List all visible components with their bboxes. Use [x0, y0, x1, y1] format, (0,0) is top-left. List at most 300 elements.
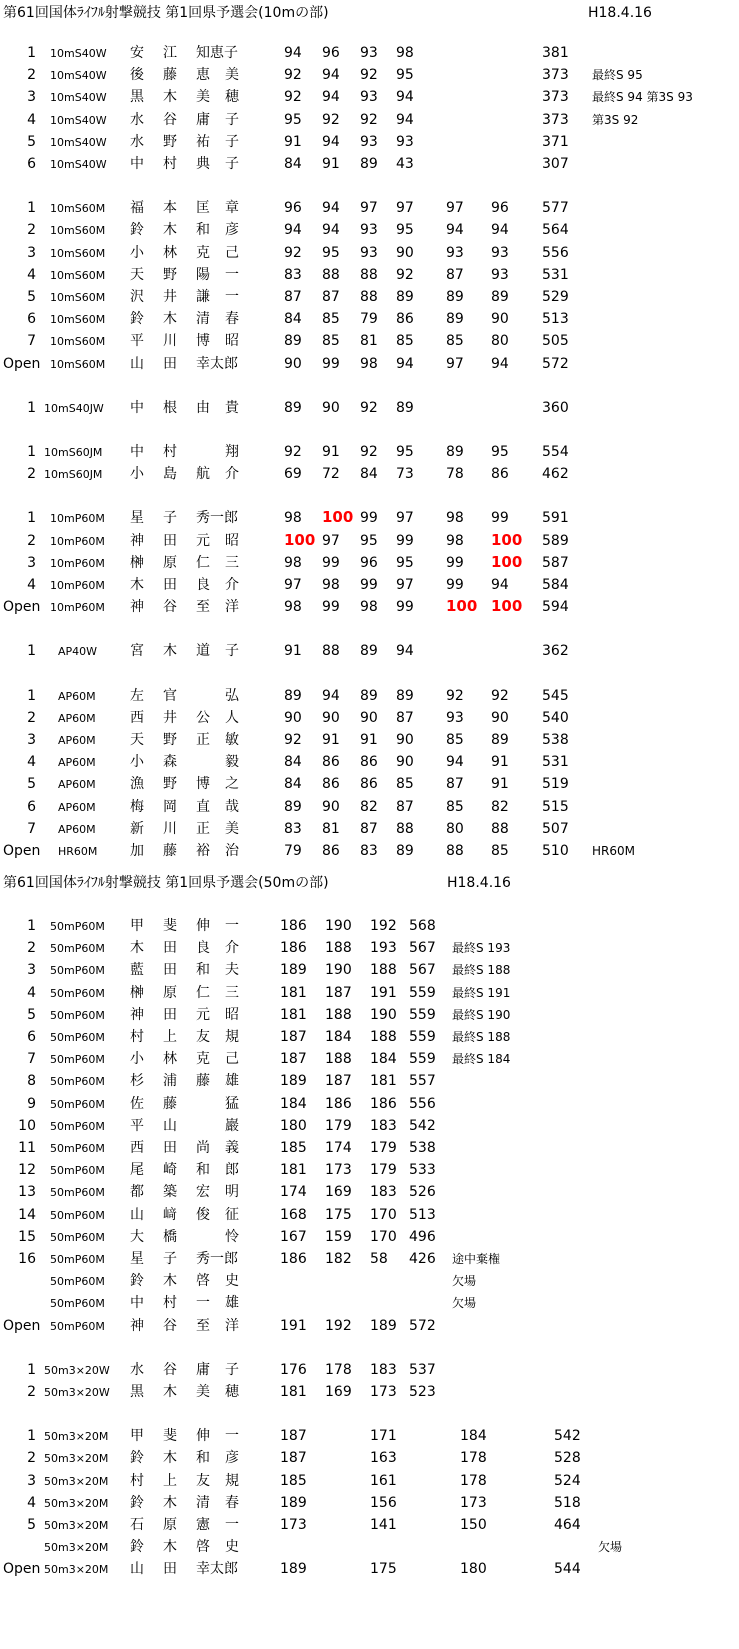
rank-cell: 2: [27, 533, 36, 549]
score-cell: 81: [322, 821, 340, 837]
name-char: 謙: [196, 289, 210, 305]
event-cell: 50mP60M: [50, 1186, 105, 1199]
score-cell: 91: [322, 732, 340, 748]
score-cell: 189: [370, 1318, 397, 1334]
event-cell: 50mP60M: [50, 1275, 105, 1288]
event-cell: 50mP60M: [50, 1031, 105, 1044]
name-char: 秀一郎: [196, 510, 238, 526]
name-char: 小: [130, 754, 144, 770]
name-char: 後: [130, 67, 144, 83]
rank-cell: 1: [27, 1428, 36, 1444]
event-cell: 10mS60M: [50, 335, 106, 348]
name-char: 庸: [196, 112, 210, 128]
score-cell: 99: [322, 599, 340, 615]
rank-cell: 4: [27, 985, 36, 1001]
score-cell: 190: [370, 1007, 397, 1023]
event-cell: 10mP60M: [50, 557, 105, 570]
score-cell: 94: [322, 134, 340, 150]
name-char: 中: [130, 1295, 144, 1311]
name-char: 彦: [225, 1450, 239, 1466]
rank-cell: 2: [27, 710, 36, 726]
score-cell: 92: [284, 67, 302, 83]
event-cell: 50mP60M: [50, 1075, 105, 1088]
name-char: 福: [130, 200, 144, 216]
name-char: 江: [163, 45, 177, 61]
name-char: 野: [163, 776, 177, 792]
name-char: 陽: [196, 267, 210, 283]
score-cell: 96: [322, 45, 340, 61]
event-cell: 10mS40W: [50, 91, 107, 104]
score-cell: 187: [280, 1428, 307, 1444]
score-cell: 190: [325, 918, 352, 934]
name-char: 杉: [130, 1073, 144, 1089]
score-cell: 92: [360, 400, 378, 416]
event-cell: 50mP60M: [50, 1098, 105, 1111]
score-cell: 185: [280, 1473, 307, 1489]
name-char: 﨑: [163, 1207, 177, 1223]
total-cell: 568: [409, 918, 436, 934]
name-char: 岡: [163, 799, 177, 815]
name-char: 祐: [196, 134, 210, 150]
score-cell: 181: [280, 1007, 307, 1023]
score-cell: 89: [396, 688, 414, 704]
name-char: 井: [163, 710, 177, 726]
event-cell: HR60M: [58, 845, 98, 858]
name-char: 小: [130, 245, 144, 261]
name-char: 黒: [130, 1384, 144, 1400]
name-char: 谷: [163, 1362, 177, 1378]
event-cell: AP40W: [58, 645, 98, 658]
name-char: 哉: [225, 799, 239, 815]
score-cell: 94: [446, 754, 464, 770]
section-title: 第61回国体ﾗｲﾌﾙ射撃競技 第1回県予選会(10mの部): [3, 5, 329, 21]
name-char: 水: [130, 1362, 144, 1378]
event-cell: AP60M: [58, 712, 96, 725]
rank-cell: 2: [27, 1384, 36, 1400]
name-char: 己: [225, 245, 239, 261]
event-cell: 10mS60JM: [44, 468, 103, 481]
total-cell: 371: [542, 134, 569, 150]
name-char: 翔: [225, 444, 239, 460]
score-cell: 94: [396, 356, 414, 372]
rank-cell: 5: [27, 1007, 36, 1023]
name-char: 藤: [196, 1073, 210, 1089]
name-char: 田: [163, 1140, 177, 1156]
score-cell: 85: [322, 333, 340, 349]
event-cell: AP60M: [58, 756, 96, 769]
score-cell: 88: [491, 821, 509, 837]
event-cell: AP60M: [58, 801, 96, 814]
total-cell: 556: [542, 245, 569, 261]
score-cell: 85: [446, 732, 464, 748]
score-cell: 86: [360, 776, 378, 792]
name-char: 田: [163, 577, 177, 593]
name-char: 上: [163, 1473, 177, 1489]
event-cell: 50m3×20M: [44, 1541, 109, 1554]
name-char: 上: [163, 1029, 177, 1045]
name-char: 西: [130, 1140, 144, 1156]
score-cell: 175: [370, 1561, 397, 1577]
score-cell: 89: [284, 400, 302, 416]
name-char: 木: [163, 222, 177, 238]
name-char: 木: [163, 311, 177, 327]
name-char: 良: [196, 940, 210, 956]
name-char: 山: [130, 1207, 144, 1223]
name-char: 神: [130, 533, 144, 549]
score-cell: 170: [370, 1229, 397, 1245]
name-char: 木: [163, 1450, 177, 1466]
name-char: 田: [163, 1007, 177, 1023]
name-char: 啓: [196, 1539, 210, 1555]
score-cell: 89: [396, 289, 414, 305]
name-char: 村: [130, 1473, 144, 1489]
name-char: 斐: [163, 1428, 177, 1444]
name-char: 小: [130, 1051, 144, 1067]
score-cell: 94: [322, 222, 340, 238]
name-char: 和: [196, 222, 210, 238]
name-char: 藤: [163, 843, 177, 859]
score-cell: 43: [396, 156, 414, 172]
name-char: 史: [225, 1273, 239, 1289]
score-cell: 187: [280, 1029, 307, 1045]
name-char: 星: [130, 510, 144, 526]
name-char: 人: [225, 710, 239, 726]
score-cell: 97: [396, 577, 414, 593]
event-cell: 50mP60M: [50, 1009, 105, 1022]
event-cell: 50mP60M: [50, 1120, 105, 1133]
score-cell: 186: [370, 1096, 397, 1112]
name-char: 根: [163, 400, 177, 416]
name-char: 甲: [130, 918, 144, 934]
name-char: 大: [130, 1229, 144, 1245]
total-cell: 531: [542, 267, 569, 283]
event-cell: 10mS40W: [50, 158, 107, 171]
score-cell: 180: [460, 1561, 487, 1577]
name-char: 一: [225, 267, 239, 283]
score-cell: 91: [284, 643, 302, 659]
total-cell: 533: [409, 1162, 436, 1178]
note-cell: HR60M: [592, 844, 635, 858]
name-char: 規: [225, 1473, 239, 1489]
rank-cell: 3: [27, 732, 36, 748]
total-cell: 594: [542, 599, 569, 615]
name-char: 博: [196, 333, 210, 349]
score-cell: 98: [322, 577, 340, 593]
name-char: 春: [225, 1495, 239, 1511]
name-char: 天: [130, 732, 144, 748]
score-cell: 99: [396, 599, 414, 615]
total-cell: 464: [554, 1517, 581, 1533]
score-cell: 179: [370, 1140, 397, 1156]
name-char: 梅: [130, 799, 144, 815]
event-cell: 10mS60M: [50, 358, 106, 371]
score-cell: 93: [360, 134, 378, 150]
name-char: 谷: [163, 112, 177, 128]
score-cell: 95: [322, 245, 340, 261]
total-cell: 515: [542, 799, 569, 815]
score-cell: 183: [370, 1184, 397, 1200]
name-char: 山: [163, 1118, 177, 1134]
rank-cell: 3: [27, 1473, 36, 1489]
rank-cell: 5: [27, 134, 36, 150]
event-cell: 10mP60M: [50, 601, 105, 614]
score-cell: 97: [284, 577, 302, 593]
rank-cell: 5: [27, 1517, 36, 1533]
score-cell: 94: [284, 222, 302, 238]
name-char: 安: [130, 45, 144, 61]
name-char: 裕: [196, 843, 210, 859]
name-char: 介: [225, 940, 239, 956]
score-cell: 91: [491, 776, 509, 792]
name-char: 美: [196, 1384, 210, 1400]
score-cell: 179: [370, 1162, 397, 1178]
score-cell: 92: [360, 67, 378, 83]
name-char: 鈴: [130, 1539, 144, 1555]
score-cell: 174: [280, 1184, 307, 1200]
score-cell: 178: [460, 1450, 487, 1466]
name-char: 田: [163, 356, 177, 372]
score-cell: 99: [360, 577, 378, 593]
note-cell: 第3S 92: [592, 113, 639, 127]
total-cell: 526: [409, 1184, 436, 1200]
event-cell: 10mS60M: [50, 269, 106, 282]
score-cell: 92: [284, 89, 302, 105]
score-cell: 94: [491, 356, 509, 372]
event-cell: 10mS40JW: [44, 402, 104, 415]
event-cell: 50mP60M: [50, 1320, 105, 1333]
note-cell: 途中棄権: [452, 1252, 501, 1266]
score-cell: 94: [396, 89, 414, 105]
score-cell: 72: [322, 466, 340, 482]
score-cell: 89: [491, 732, 509, 748]
name-char: 田: [163, 533, 177, 549]
name-char: 清: [196, 1495, 210, 1511]
score-cell: 93: [360, 89, 378, 105]
name-char: 穂: [225, 1384, 239, 1400]
score-cell: 93: [360, 222, 378, 238]
score-cell: 90: [396, 732, 414, 748]
total-cell: 373: [542, 89, 569, 105]
name-char: 築: [163, 1184, 177, 1200]
name-char: 介: [225, 577, 239, 593]
score-cell: 88: [446, 843, 464, 859]
score-cell: 92: [396, 267, 414, 283]
name-char: 至: [196, 1318, 210, 1334]
name-char: 鈴: [130, 222, 144, 238]
total-cell: 307: [542, 156, 569, 172]
score-cell: 90: [322, 799, 340, 815]
score-cell: 184: [460, 1428, 487, 1444]
note-cell: 最終S 188: [452, 1030, 511, 1044]
name-char: 原: [163, 1517, 177, 1533]
name-char: 正: [196, 732, 210, 748]
name-char: 正: [196, 821, 210, 837]
event-cell: AP60M: [58, 690, 96, 703]
score-cell: 84: [284, 754, 302, 770]
score-cell: 90: [491, 710, 509, 726]
score-cell: 86: [322, 776, 340, 792]
score-cell: 189: [280, 1561, 307, 1577]
name-char: 春: [225, 311, 239, 327]
score-cell: 85: [322, 311, 340, 327]
score-cell: 98: [284, 555, 302, 571]
name-char: 原: [163, 985, 177, 1001]
score-cell: 181: [280, 1162, 307, 1178]
score-cell: 91: [322, 156, 340, 172]
name-char: 子: [225, 156, 239, 172]
name-char: 鈴: [130, 1273, 144, 1289]
name-char: 林: [163, 245, 177, 261]
rank-cell: 9: [27, 1096, 36, 1112]
score-cell: 184: [280, 1096, 307, 1112]
score-cell: 187: [325, 985, 352, 1001]
score-cell: 87: [396, 710, 414, 726]
name-char: 至: [196, 599, 210, 615]
event-cell: 10mS60JM: [44, 446, 103, 459]
rank-cell: 12: [18, 1162, 36, 1178]
score-cell: 87: [360, 821, 378, 837]
event-cell: 10mP60M: [50, 579, 105, 592]
score-cell: 89: [491, 289, 509, 305]
note-cell: 最終S 190: [452, 1008, 511, 1022]
score-cell: 92: [360, 112, 378, 128]
name-char: 林: [163, 1051, 177, 1067]
score-cell: 187: [280, 1450, 307, 1466]
name-char: 良: [196, 577, 210, 593]
score-cell-highlight: 100: [322, 508, 354, 526]
name-char: 谷: [163, 599, 177, 615]
name-char: 公: [196, 710, 210, 726]
name-char: 中: [130, 156, 144, 172]
name-char: 美: [225, 67, 239, 83]
score-cell: 88: [360, 267, 378, 283]
score-cell: 97: [396, 510, 414, 526]
score-cell: 86: [396, 311, 414, 327]
rank-cell: Open: [3, 1318, 41, 1334]
score-cell: 97: [446, 356, 464, 372]
event-cell: 50m3×20M: [44, 1563, 109, 1576]
score-cell: 81: [360, 333, 378, 349]
total-cell: 462: [542, 466, 569, 482]
total-cell: 559: [409, 1029, 436, 1045]
name-char: 新: [130, 821, 144, 837]
score-cell: 85: [396, 776, 414, 792]
score-cell: 159: [325, 1229, 352, 1245]
score-cell: 89: [446, 444, 464, 460]
rank-cell: 7: [27, 333, 36, 349]
name-char: 猛: [225, 1096, 239, 1112]
score-cell: 92: [284, 732, 302, 748]
note-cell: 最終S 193: [452, 941, 511, 955]
score-cell: 79: [284, 843, 302, 859]
event-cell: 50m3×20M: [44, 1497, 109, 1510]
score-cell: 89: [360, 688, 378, 704]
score-cell: 69: [284, 466, 302, 482]
name-char: 清: [196, 311, 210, 327]
rank-cell: 1: [27, 688, 36, 704]
event-cell: 50m3×20W: [44, 1386, 110, 1399]
name-char: 之: [225, 776, 239, 792]
name-char: 鈴: [130, 1450, 144, 1466]
rank-cell: 4: [27, 112, 36, 128]
score-cell: 99: [446, 577, 464, 593]
score-cell: 187: [280, 1051, 307, 1067]
note-cell: 最終S 95: [592, 68, 643, 82]
event-cell: 10mS60M: [50, 224, 106, 237]
score-cell: 93: [491, 267, 509, 283]
total-cell: 567: [409, 962, 436, 978]
total-cell: 572: [542, 356, 569, 372]
score-cell: 192: [370, 918, 397, 934]
rank-cell: 1: [27, 400, 36, 416]
name-char: 規: [225, 1029, 239, 1045]
name-char: 井: [163, 289, 177, 305]
name-char: 天: [130, 267, 144, 283]
total-cell: 559: [409, 1007, 436, 1023]
score-cell: 92: [360, 444, 378, 460]
name-char: 一: [225, 1517, 239, 1533]
name-char: 幸太郎: [196, 356, 238, 372]
event-cell: 50mP60M: [50, 920, 105, 933]
name-char: 中: [130, 400, 144, 416]
score-cell: 185: [280, 1140, 307, 1156]
score-cell: 181: [280, 1384, 307, 1400]
section-title: 第61回国体ﾗｲﾌﾙ射撃競技 第1回県予選会(50mの部): [3, 875, 329, 891]
rank-cell: 15: [18, 1229, 36, 1245]
score-cell: 163: [370, 1450, 397, 1466]
name-char: 仁: [196, 985, 210, 1001]
rank-cell: 1: [27, 510, 36, 526]
name-char: 明: [225, 1184, 239, 1200]
score-cell: 173: [325, 1162, 352, 1178]
name-char: 小: [130, 466, 144, 482]
name-char: 和: [196, 1450, 210, 1466]
score-cell: 94: [284, 45, 302, 61]
score-cell: 86: [322, 843, 340, 859]
total-cell: 540: [542, 710, 569, 726]
name-char: 野: [163, 732, 177, 748]
score-cell: 189: [280, 1495, 307, 1511]
total-cell: 542: [554, 1428, 581, 1444]
name-char: 介: [225, 466, 239, 482]
total-cell: 564: [542, 222, 569, 238]
score-cell-highlight: 100: [491, 553, 523, 571]
score-cell: 91: [491, 754, 509, 770]
score-cell: 90: [284, 356, 302, 372]
event-cell: 50mP60M: [50, 1231, 105, 1244]
score-cell: 88: [322, 267, 340, 283]
name-char: 田: [163, 940, 177, 956]
score-cell: 82: [360, 799, 378, 815]
name-char: 克: [196, 1051, 210, 1067]
score-cell: 88: [360, 289, 378, 305]
name-char: 鈴: [130, 1495, 144, 1511]
event-cell: 10mS60M: [50, 313, 106, 326]
total-cell: 519: [542, 776, 569, 792]
name-char: 木: [130, 940, 144, 956]
total-cell: 538: [409, 1140, 436, 1156]
name-char: 直: [196, 799, 210, 815]
name-char: 石: [130, 1517, 144, 1533]
name-char: 俊: [196, 1207, 210, 1223]
score-cell: 187: [325, 1073, 352, 1089]
rank-cell: 3: [27, 89, 36, 105]
name-char: 秀一郎: [196, 1251, 238, 1267]
note-cell: 欠場: [598, 1540, 623, 1554]
name-char: 義: [225, 1140, 239, 1156]
name-char: 匡: [196, 200, 210, 216]
rank-cell: 1: [27, 918, 36, 934]
